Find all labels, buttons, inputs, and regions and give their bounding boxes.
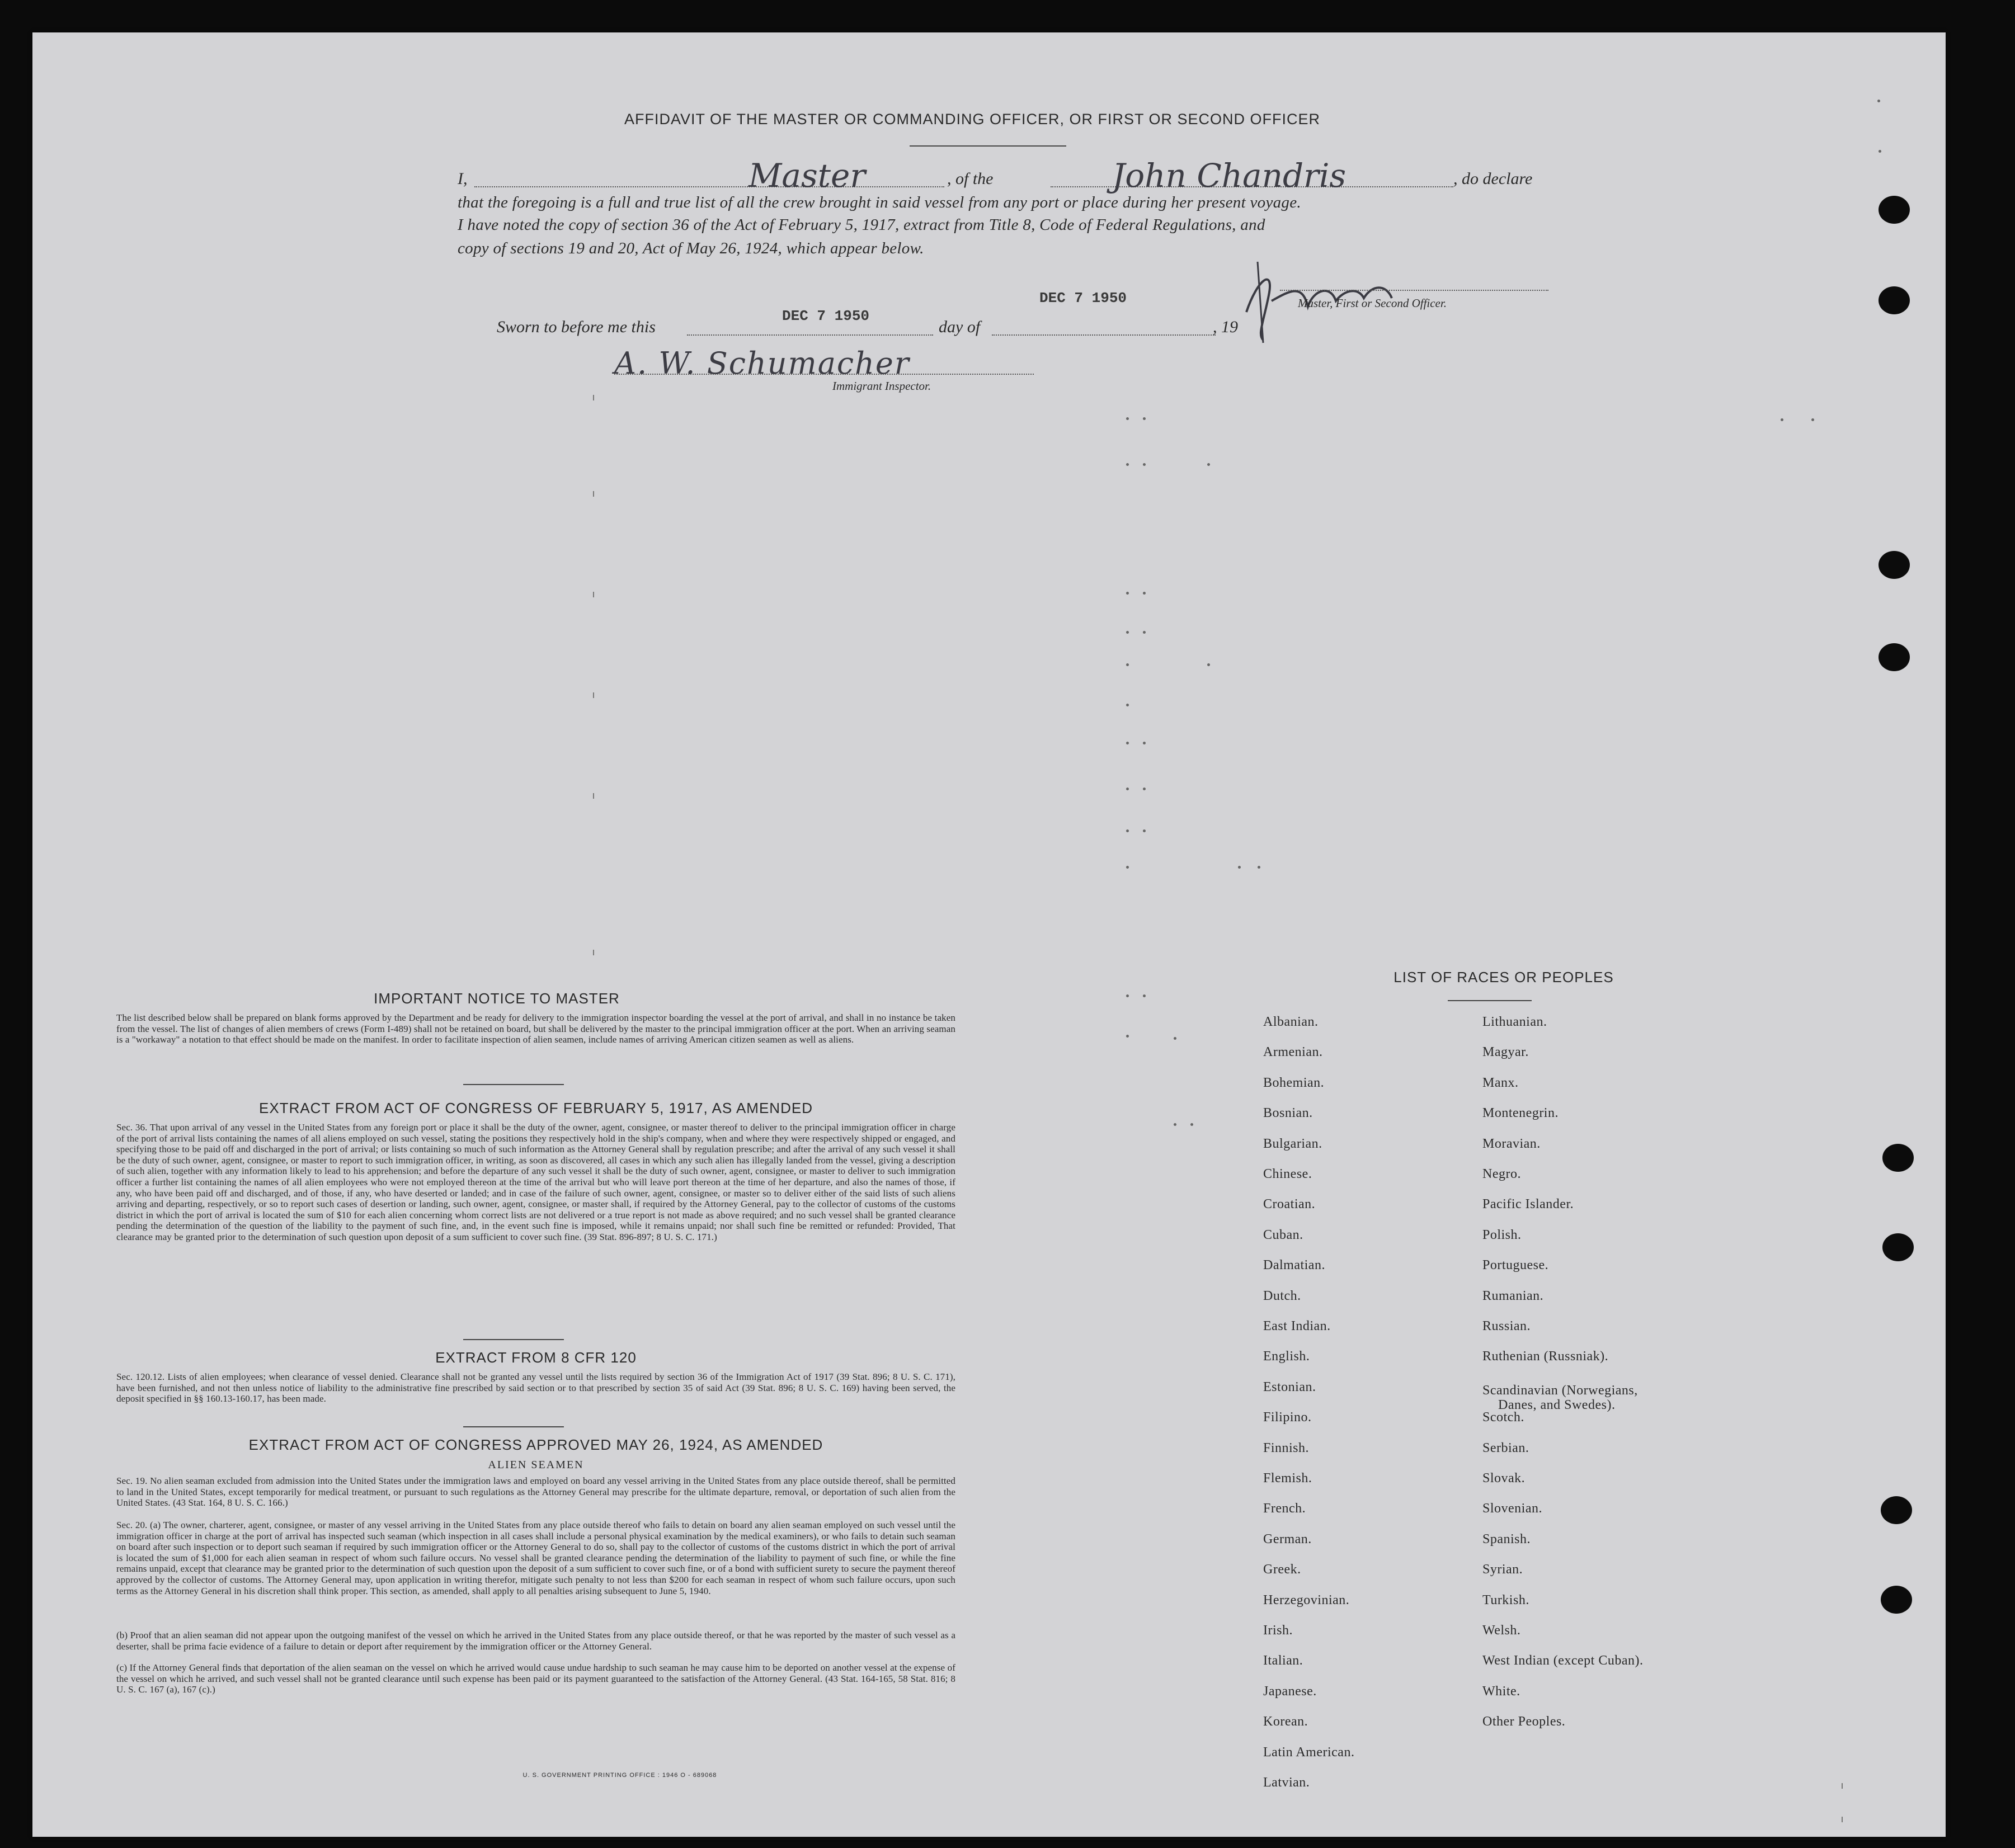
divider-3 bbox=[463, 1426, 564, 1427]
of-the-label: , of the bbox=[947, 169, 994, 188]
dot-mark bbox=[1143, 631, 1146, 634]
tick-mark bbox=[593, 395, 594, 400]
officer-caption: Master, First or Second Officer. bbox=[1298, 296, 1447, 310]
race-item: French. bbox=[1263, 1501, 1306, 1516]
tick-mark bbox=[593, 491, 594, 497]
dot-mark bbox=[1143, 829, 1146, 832]
race-item: Slovenian. bbox=[1482, 1501, 1542, 1516]
race-item: White. bbox=[1482, 1684, 1520, 1699]
race-item: Other Peoples. bbox=[1482, 1714, 1566, 1729]
dot-mark bbox=[1258, 866, 1260, 869]
dot-mark bbox=[1126, 994, 1129, 997]
race-item: Estonian. bbox=[1263, 1379, 1316, 1394]
race-item: Irish. bbox=[1263, 1623, 1293, 1638]
race-item: Japanese. bbox=[1263, 1684, 1317, 1699]
race-item: East Indian. bbox=[1263, 1319, 1331, 1333]
race-item: Turkish. bbox=[1482, 1592, 1529, 1607]
date-stamp-month: DEC 7 1950 bbox=[1039, 290, 1127, 307]
tick-mark bbox=[1842, 1817, 1843, 1822]
race-item: Bohemian. bbox=[1263, 1075, 1325, 1090]
race-item: Chinese. bbox=[1263, 1167, 1312, 1181]
dot-mark bbox=[1781, 418, 1783, 421]
tick-mark bbox=[1842, 1783, 1843, 1789]
race-item: Portuguese. bbox=[1482, 1258, 1549, 1273]
race-item: Ruthenian (Russniak). bbox=[1482, 1349, 1609, 1364]
race-item: Korean. bbox=[1263, 1714, 1308, 1729]
race-item: Scandinavian (Norwegians, bbox=[1482, 1383, 1638, 1398]
notice-text: The list described below shall be prepared on blank forms approved by the Department and be ready for delivery to the immigration inspector boarding the vessel at the port of arrival, and shall in no instance be taken from the vessel. The list of changes of alien members of crews (Form I-489) shall not be retained on board, but shall be delivered by the master to the principal immigration officer at the port. When an arriving seaman is a "workaway" a notation to that effect should be made on the manifest. In order to facilitate inspection of alien seamen, include names of arriving American citizen seamen as well as aliens. bbox=[116, 1012, 955, 1045]
race-item: Albanian. bbox=[1263, 1015, 1319, 1029]
races-divider bbox=[1448, 1000, 1532, 1001]
extract-1924-title: EXTRACT FROM ACT OF CONGRESS APPROVED MAY 26, 1924, AS AMENDED bbox=[248, 1436, 823, 1453]
do-declare-label: , do declare bbox=[1453, 169, 1533, 188]
dot-mark bbox=[1126, 417, 1129, 420]
day-of-label: day of bbox=[939, 318, 981, 336]
dot-mark bbox=[1126, 866, 1129, 869]
races-title: LIST OF RACES OR PEOPLES bbox=[1393, 969, 1614, 986]
dot-mark bbox=[1174, 1123, 1176, 1126]
punch-hole bbox=[1879, 286, 1910, 314]
race-item: Lithuanian. bbox=[1482, 1015, 1547, 1029]
race-item: Montenegrin. bbox=[1482, 1106, 1559, 1121]
race-item: Bulgarian. bbox=[1263, 1136, 1322, 1151]
race-item: Danes, and Swedes). bbox=[1498, 1397, 1616, 1412]
race-item: Armenian. bbox=[1263, 1045, 1323, 1060]
title-divider bbox=[910, 145, 1066, 147]
dot-mark bbox=[1126, 1035, 1129, 1038]
divider-2 bbox=[463, 1339, 564, 1340]
race-item: Slovak. bbox=[1482, 1471, 1526, 1486]
dot-mark bbox=[1879, 150, 1881, 153]
i-label: I, bbox=[458, 169, 468, 188]
year-label: , 19 bbox=[1213, 318, 1238, 336]
tick-mark bbox=[593, 592, 594, 597]
race-item: Flemish. bbox=[1263, 1471, 1312, 1486]
inspector-caption: Immigrant Inspector. bbox=[832, 379, 931, 393]
dot-mark bbox=[1877, 100, 1880, 102]
race-item: Russian. bbox=[1482, 1319, 1531, 1333]
declaration-line-4: copy of sections 19 and 20, Act of May 26, 1924, which appear below. bbox=[458, 239, 924, 257]
notice-title: IMPORTANT NOTICE TO MASTER bbox=[374, 990, 620, 1007]
extract-cfr-title: EXTRACT FROM 8 CFR 120 bbox=[435, 1349, 637, 1366]
dot-mark bbox=[1126, 463, 1129, 466]
sworn-label: Sworn to before me this bbox=[497, 318, 656, 336]
race-item: Moravian. bbox=[1482, 1136, 1541, 1151]
dot-mark bbox=[1143, 463, 1146, 466]
dot-mark bbox=[1126, 592, 1129, 595]
dot-mark bbox=[1126, 704, 1129, 706]
punch-hole bbox=[1879, 551, 1910, 579]
date-stamp-day: DEC 7 1950 bbox=[782, 308, 870, 324]
punch-hole bbox=[1881, 1496, 1912, 1524]
race-item: Greek. bbox=[1263, 1562, 1301, 1577]
inspector-signature-line bbox=[614, 374, 1034, 375]
dot-mark bbox=[1143, 788, 1146, 790]
race-item: Finnish. bbox=[1263, 1440, 1310, 1455]
form-sheet bbox=[32, 32, 1946, 1837]
dot-mark bbox=[1143, 742, 1146, 744]
race-item: English. bbox=[1263, 1349, 1310, 1364]
sworn-day-field bbox=[687, 334, 933, 336]
punch-hole bbox=[1879, 196, 1910, 224]
race-item: Filipino. bbox=[1263, 1410, 1312, 1425]
race-item: West Indian (except Cuban). bbox=[1482, 1653, 1644, 1668]
rank-handwritten: Master bbox=[748, 157, 866, 195]
race-item: Rumanian. bbox=[1482, 1288, 1544, 1303]
race-item: Latvian. bbox=[1263, 1775, 1310, 1790]
race-item: Croatian. bbox=[1263, 1197, 1316, 1212]
tick-mark bbox=[593, 692, 594, 698]
dot-mark bbox=[1811, 418, 1814, 421]
race-item: Latin American. bbox=[1263, 1745, 1355, 1760]
dot-mark bbox=[1126, 788, 1129, 790]
race-item: Syrian. bbox=[1482, 1562, 1523, 1577]
dot-mark bbox=[1190, 1123, 1193, 1126]
affidavit-title: AFFIDAVIT OF THE MASTER OR COMMANDING OFFICER, OR FIRST OR SECOND OFFICER bbox=[624, 111, 1321, 128]
punch-hole bbox=[1882, 1233, 1914, 1261]
punch-hole bbox=[1881, 1586, 1912, 1614]
race-item: Serbian. bbox=[1482, 1440, 1529, 1455]
rank-field bbox=[474, 186, 944, 187]
divider-1 bbox=[463, 1084, 564, 1085]
sworn-month-field bbox=[992, 334, 1216, 336]
vessel-handwritten: John Chandris bbox=[1112, 157, 1347, 195]
extract-1924-sec20b: (b) Proof that an alien seaman did not appear upon the outgoing manifest of the vessel on which he arrived in the United States from any place outside thereof, or that he was reported by the master of such vessel as a deserter, shall be prima facie evidence of a failure to detain or deport after requirement by the immigration officer or the Attorney General. bbox=[116, 1630, 955, 1652]
dot-mark bbox=[1126, 829, 1129, 832]
dot-mark bbox=[1238, 866, 1241, 869]
race-item: Bosnian. bbox=[1263, 1106, 1313, 1121]
tick-mark bbox=[593, 950, 594, 955]
race-item: Negro. bbox=[1482, 1167, 1521, 1181]
dot-mark bbox=[1143, 994, 1146, 997]
extract-1924-sec19: Sec. 19. No alien seaman excluded from admission into the United States under the immigration laws and employed on board any vessel arriving in the United States from any place outside thereof, shall be permitted to land in the United States, except temporarily for medical treatment, or pursuant to such regulations as the Attorney General may prescribe for the ultimate departure, removal, or deportation of such alien from the United States. (43 Stat. 164, 8 U. S. C. 166.) bbox=[116, 1475, 955, 1508]
race-item: Dalmatian. bbox=[1263, 1258, 1325, 1273]
declaration-line-2: that the foregoing is a full and true list of all the crew brought in said vessel from any port or place during her present voyage. bbox=[458, 194, 1301, 211]
dot-mark bbox=[1207, 663, 1210, 666]
race-item: Dutch. bbox=[1263, 1288, 1301, 1303]
officer-signature-line bbox=[1280, 290, 1548, 291]
race-item: Magyar. bbox=[1482, 1045, 1529, 1060]
dot-mark bbox=[1126, 663, 1129, 666]
punch-hole bbox=[1879, 643, 1910, 671]
race-item: Italian. bbox=[1263, 1653, 1303, 1668]
race-item: Herzegovinian. bbox=[1263, 1592, 1350, 1607]
extract-1917-text: Sec. 36. That upon arrival of any vessel in the United States from any foreign port or place it shall be the duty of the owner, agent, consignee, or master thereof to deliver to the principal immigration officer in charge of the port of arrival lists containing the names of all aliens employed on such vessel, stating the positions they respectively hold in the ship's company, when and where they were respectively shipped or engaged, and specifying those to be paid off and discharged in the port of arrival; or lists containing so much of such information as the Attorney General shall by regulation prescribe; and after the arrival of any such vessel it shall be the duty of such owner, agent, consignee, or master to report to such immigration officer, in writing, as soon as discovered, all cases in which any such alien has illegally landed from the vessel, giving a description of such alien, together with any information likely to lead to his apprehension; and before the departure of any such vessel it shall be the duty of such owner, agent, consignee, or master to deliver to such immigration officer a further list containing the names of all alien employees who were not employed thereon at the time of the arrival but who will leave port thereon at the time of her departure, and also the names of those, if any, who have been paid off and discharged, and of those, if any, who have deserted or landed; and in case of the failure of such owner, agent, consignee, or master so to deliver either of the said lists of such aliens arriving and departing, respectively, or so to report such cases of desertion or landing, such owner, agent, consignee, or master shall, if required by the Attorney General, pay to the collector of customs of the customs district in which the port of arrival is located the sum of $10 for each alien concerning whom correct lists are not delivered or a true report is not made as above required; and no such vessel shall be granted clearance pending the determination of the question of the liability to the payment of such fine, and, in the event such fine is imposed, while it remains unpaid; nor shall such fine be remitted or refunded: Provided, That clearance may be granted prior to the determination of such question upon deposit of a sum sufficient to cover such fine. (39 Stat. 896-897; 8 U. S. C. 171.) bbox=[116, 1122, 955, 1242]
race-item: German. bbox=[1263, 1531, 1312, 1547]
dot-mark bbox=[1126, 742, 1129, 744]
extract-1924-sec20c: (c) If the Attorney General finds that deportation of the alien seaman on the vessel on which he arrived would cause undue hardship to such seaman he may cause him to be deported on another vessel at the expense of the vessel on which he arrived, and such vessel shall not be granted clearance until such expense has been paid or its payment guaranteed to the satisfaction of the Attorney General. (43 Stat. 164-165, 58 Stat. 816; 8 U. S. C. 167 (a), 167 (c).) bbox=[116, 1662, 955, 1695]
declaration-line-3: I have noted the copy of section 36 of the Act of February 5, 1917, extract from Title 8, Code of Federal Regulations, and bbox=[458, 216, 1265, 234]
race-item: Welsh. bbox=[1482, 1623, 1521, 1638]
extract-1924-subtitle: ALIEN SEAMEN bbox=[488, 1459, 584, 1471]
dot-mark bbox=[1207, 463, 1210, 466]
extract-1917-title: EXTRACT FROM ACT OF CONGRESS OF FEBRUARY 5, 1917, AS AMENDED bbox=[259, 1100, 813, 1116]
dot-mark bbox=[1143, 417, 1146, 420]
race-item: Cuban. bbox=[1263, 1227, 1303, 1242]
race-item: Polish. bbox=[1482, 1227, 1522, 1242]
extract-cfr-text: Sec. 120.12. Lists of alien employees; when clearance of vessel denied. Clearance shall not be granted any vessel until the lists required by section 36 of the Immigration Act of 1917 (39 Stat. 896; 8 U. S. C. 171), have been furnished, and not then unless notice of liability to the administrative fine prescribed by said section or to that prescribed by section 35 of said Act (39 Stat. 896; 8 U. S. C. 169) having been served, the deposit specified in §§ 160.13-160.17, has been made. bbox=[116, 1371, 955, 1404]
race-item: Pacific Islander. bbox=[1482, 1197, 1574, 1212]
race-item: Spanish. bbox=[1482, 1531, 1531, 1547]
extract-1924-sec20a: Sec. 20. (a) The owner, charterer, agent, consignee, or master of any vessel arriving in the United States from any place outside thereof who fails to detain on board any alien seaman employed on such vessel until the immigration officer in charge at the port of arrival has inspected such seaman (which inspection in all cases shall include a personal physical examination by the medical examiners), or who fails to detain such seaman on board after such inspection or to deport such seaman if required by such immigration officer or the Attorney General to do so, shall pay to the collector of customs of the customs district in which the port of arrival is located the sum of $1,000 for each alien seaman in respect of whom such failure occurs. No vessel shall be granted clearance pending the determination of the liability to payment of such fine, or while the fine remains unpaid, except that clearance may be granted prior to the determination of such question upon the deposit of a sum sufficient to cover such fine, or of a bond with sufficient surety to secure the payment thereof approved by the collector of customs. The Attorney General may, upon application in writing therefor, mitigate such penalty to not less than $200 for each seaman in respect of whom such failure occurs, upon such terms as the Attorney General in his discretion shall think proper. This section, as amended, shall apply to all penalties arising subsequent to June 5, 1940. bbox=[116, 1520, 955, 1596]
punch-hole bbox=[1882, 1144, 1914, 1172]
dot-mark bbox=[1174, 1037, 1176, 1040]
tick-mark bbox=[593, 793, 594, 799]
printer-imprint: U. S. GOVERNMENT PRINTING OFFICE : 1946 O - 689068 bbox=[522, 1772, 717, 1779]
race-item: Manx. bbox=[1482, 1075, 1519, 1090]
dot-mark bbox=[1126, 631, 1129, 634]
dot-mark bbox=[1143, 592, 1146, 595]
inspector-signature: A. W. Schumacher bbox=[614, 346, 910, 381]
race-item: Scotch. bbox=[1482, 1410, 1524, 1425]
